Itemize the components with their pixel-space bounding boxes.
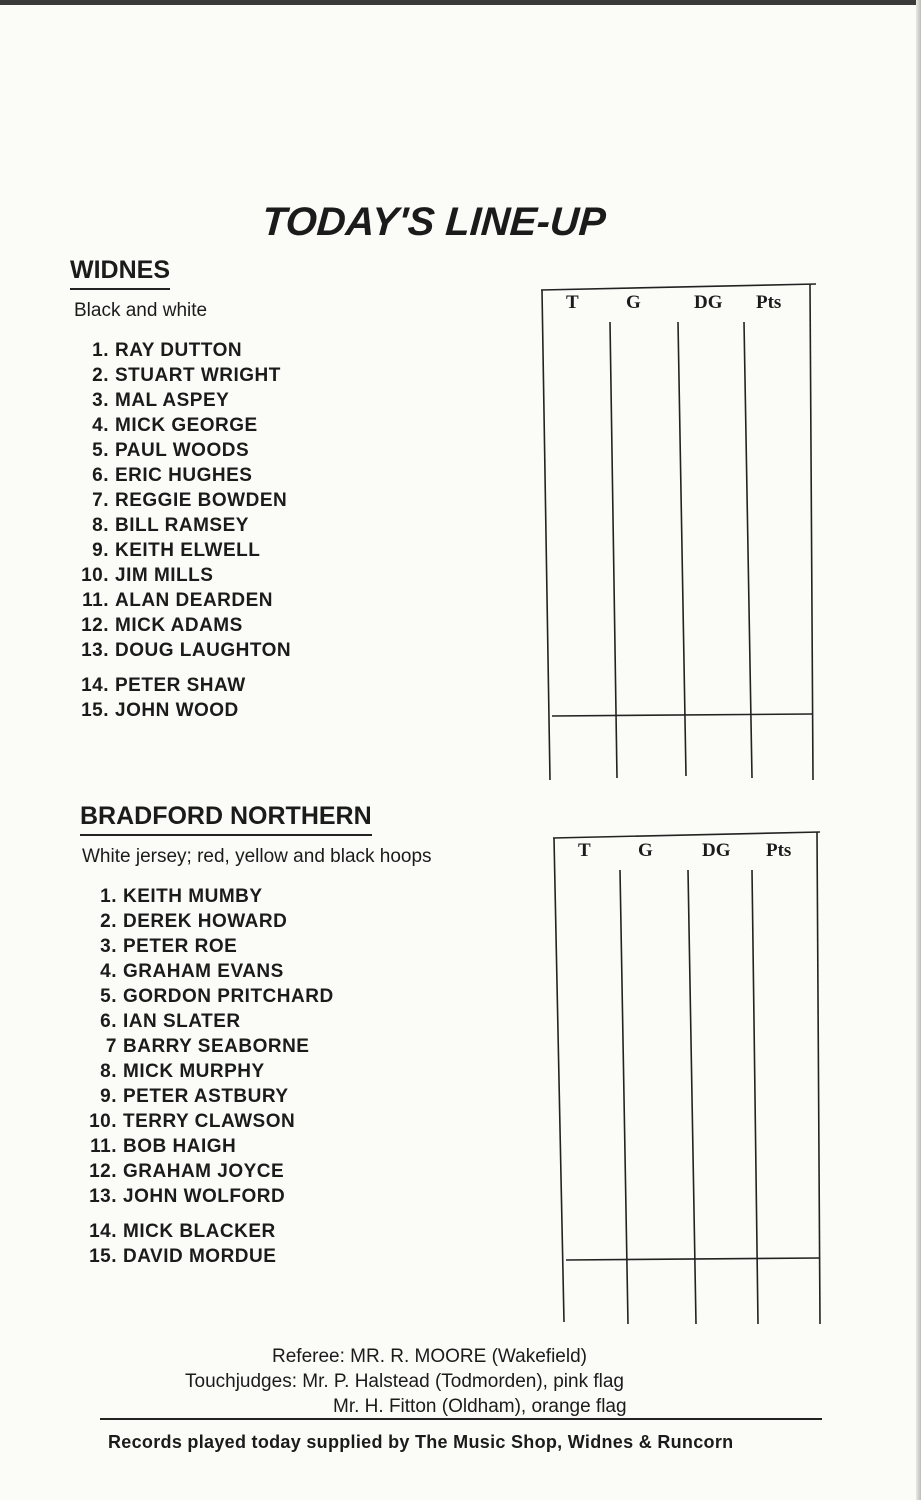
player-row — [80, 1034, 334, 1059]
player-row — [72, 563, 291, 588]
player-number: 2. — [100, 911, 117, 932]
player-name: DOUG LAUGHTON — [115, 640, 292, 661]
player-name: TERRY CLAWSON — [123, 1111, 296, 1132]
player-name: MAL ASPEY — [115, 390, 230, 411]
player-name: MICK GEORGE — [115, 415, 258, 436]
player-row — [72, 363, 291, 388]
player-row — [80, 1109, 334, 1134]
player-row — [80, 984, 334, 1009]
player-name: DEREK HOWARD — [123, 911, 288, 932]
player-row — [80, 1244, 334, 1269]
player-row — [72, 388, 291, 413]
roster-widnes — [72, 338, 291, 723]
score-header-t-widnes: T — [566, 292, 579, 313]
player-row — [80, 1134, 334, 1159]
player-row — [72, 638, 291, 663]
player-number: 15. — [89, 1246, 117, 1267]
player-row — [72, 538, 291, 563]
player-number: 8. — [100, 1061, 117, 1082]
player-name: DAVID MORDUE — [123, 1246, 277, 1267]
team-name-bradford-northern: BRADFORD NORTHERN — [80, 802, 372, 836]
player-number: 12. — [89, 1161, 117, 1182]
player-number: 3. — [92, 390, 109, 411]
player-row — [72, 698, 291, 723]
player-name: MICK MURPHY — [123, 1061, 265, 1082]
player-name: REGGIE BOWDEN — [115, 490, 288, 511]
player-number: 8. — [92, 515, 109, 536]
player-number: 12. — [81, 615, 109, 636]
player-name: GRAHAM EVANS — [123, 961, 284, 982]
player-name: GORDON PRITCHARD — [123, 986, 334, 1007]
team-colors-widnes: Black and white — [74, 300, 208, 321]
page-top-edge — [0, 0, 921, 5]
player-number: 4. — [92, 415, 109, 436]
player-number: 1. — [92, 340, 109, 361]
player-name: JOHN WOLFORD — [123, 1186, 286, 1207]
player-name: JIM MILLS — [115, 565, 214, 586]
player-name: KEITH MUMBY — [123, 886, 263, 907]
score-header-g-bradford: G — [638, 840, 653, 861]
player-number: 13. — [89, 1186, 117, 1207]
player-number: 7. — [92, 490, 109, 511]
player-name: ALAN DEARDEN — [115, 590, 273, 611]
page-right-edge — [916, 0, 921, 1500]
roster-bradford-northern — [80, 884, 334, 1269]
player-number: 1. — [100, 886, 117, 907]
score-header-t-bradford: T — [578, 840, 591, 861]
player-number: 15. — [81, 700, 109, 721]
player-name: RAY DUTTON — [115, 340, 243, 361]
player-name: GRAHAM JOYCE — [123, 1161, 285, 1182]
player-number: 5. — [100, 986, 117, 1007]
player-row — [72, 513, 291, 538]
player-name: PETER ROE — [123, 936, 238, 957]
player-row — [72, 338, 291, 363]
player-number: 14. — [81, 675, 109, 696]
touchjudge-line-2: Mr. H. Fitton (Oldham), orange flag — [333, 1396, 627, 1417]
player-number: 2. — [92, 365, 109, 386]
player-number: 6. — [92, 465, 109, 486]
player-name: MICK ADAMS — [115, 615, 243, 636]
score-header-pts-bradford: Pts — [766, 840, 792, 861]
team-name-widnes: WIDNES — [70, 256, 170, 290]
score-grid-bradford-northern — [552, 830, 832, 1330]
player-row — [80, 1219, 334, 1244]
player-name: PAUL WOODS — [115, 440, 250, 461]
player-row — [72, 613, 291, 638]
player-row — [80, 884, 334, 909]
player-number: 7 — [105, 1036, 117, 1057]
player-name: JOHN WOOD — [115, 700, 239, 721]
player-row — [80, 1084, 334, 1109]
player-number: 9. — [100, 1086, 117, 1107]
player-name: BARRY SEABORNE — [123, 1036, 310, 1057]
player-name: BILL RAMSEY — [115, 515, 249, 536]
player-name: PETER ASTBURY — [123, 1086, 289, 1107]
player-number: 11. — [90, 1136, 117, 1157]
team-colors-bradford-northern: White jersey; red, yellow and black hoops — [82, 846, 432, 867]
player-number: 14. — [89, 1221, 117, 1242]
referee-line: Referee: MR. R. MOORE (Wakefield) — [272, 1346, 587, 1367]
player-number: 11. — [82, 590, 109, 611]
player-name: BOB HAIGH — [123, 1136, 237, 1157]
player-name: MICK BLACKER — [123, 1221, 276, 1242]
player-name: ERIC HUGHES — [115, 465, 253, 486]
player-name: IAN SLATER — [123, 1011, 241, 1032]
player-number: 5. — [92, 440, 109, 461]
player-number: 4. — [100, 961, 117, 982]
player-row — [80, 909, 334, 934]
page-title: TODAY'S LINE-UP — [260, 200, 608, 244]
player-number: 13. — [81, 640, 109, 661]
player-row — [72, 413, 291, 438]
score-header-dg-bradford: DG — [702, 840, 731, 861]
player-number: 3. — [100, 936, 117, 957]
player-number: 6. — [100, 1011, 117, 1032]
player-row — [72, 488, 291, 513]
score-grid-widnes — [540, 282, 820, 782]
player-name: STUART WRIGHT — [115, 365, 281, 386]
player-row — [80, 934, 334, 959]
records-note: Records played today supplied by The Music Shop, Widnes & Runcorn — [108, 1432, 734, 1452]
player-row — [80, 1159, 334, 1184]
player-row — [80, 959, 334, 984]
player-row — [72, 588, 291, 613]
player-row — [80, 1009, 334, 1034]
score-header-pts-widnes: Pts — [756, 292, 782, 313]
score-header-g-widnes: G — [626, 292, 641, 313]
player-row — [72, 463, 291, 488]
player-number: 9. — [92, 540, 109, 561]
footer-divider — [100, 1418, 822, 1420]
player-row — [72, 673, 291, 698]
touchjudge-line-1: Touchjudges: Mr. P. Halstead (Todmorden), pink flag — [185, 1371, 624, 1392]
player-name: KEITH ELWELL — [115, 540, 261, 561]
player-row — [72, 438, 291, 463]
player-row — [80, 1184, 334, 1209]
score-header-dg-widnes: DG — [694, 292, 723, 313]
player-row — [80, 1059, 334, 1084]
player-number: 10. — [89, 1111, 117, 1132]
player-number: 10. — [81, 565, 109, 586]
player-name: PETER SHAW — [115, 675, 246, 696]
